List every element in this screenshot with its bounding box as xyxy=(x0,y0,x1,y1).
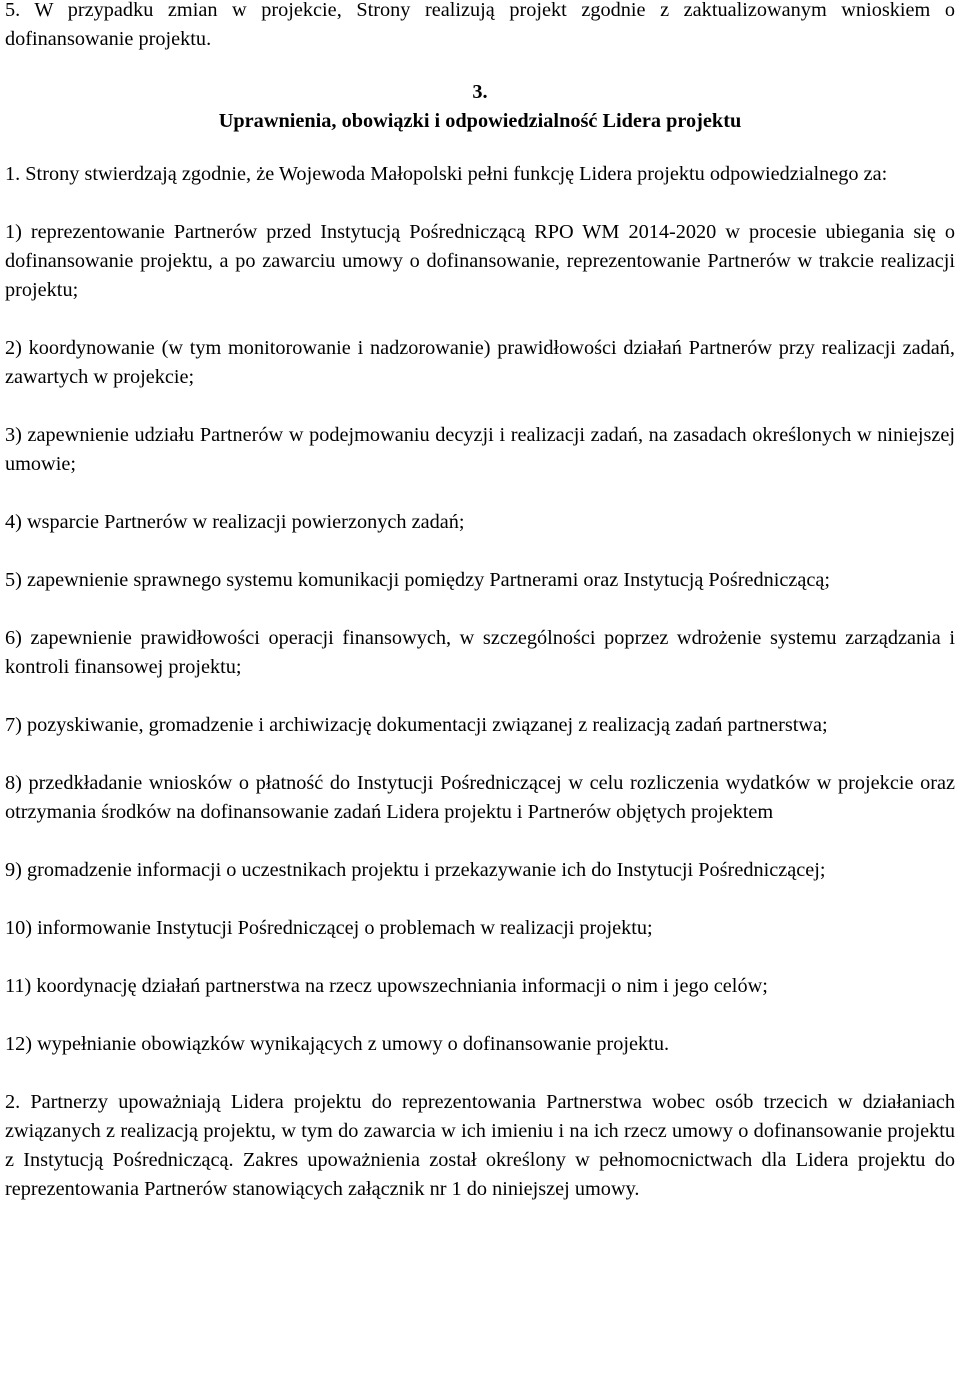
list-item-6: 6) zapewnienie prawidłowości operacji finansowych, w szczególności poprzez wdrożenie systemu zarządzania i kontroli finansowej projektu; xyxy=(5,627,955,678)
document-page xyxy=(5,0,955,1204)
section-number: 3. xyxy=(472,81,488,103)
paragraph-2: 2. Partnerzy upoważniają Lidera projektu do reprezentowania Partnerstwa wobec osób trzecich w działaniach związanych z realizacją projektu, w tym do zawarcia w ich imieniu i na ich rzecz umowy o dofinansowanie projektu z Instytucją Pośredniczącą. Zakres upoważnienia został określony w pełnomocnictwach dla Lidera projektu do reprezentowania Partnerów stanowiących załącznik nr 1 do niniejszej umowy. xyxy=(5,1091,955,1200)
list-item-5: 5) zapewnienie sprawnego systemu komunikacji pomiędzy Partnerami oraz Instytucją Pośredniczącą; xyxy=(5,569,831,591)
list-item-10: 10) informowanie Instytucji Pośredniczącej o problemach w realizacji projektu; xyxy=(5,917,653,939)
list-item-7: 7) pozyskiwanie, gromadzenie i archiwizację dokumentacji związanej z realizacją zadań partnerstwa; xyxy=(5,714,828,736)
list-item-2: 2) koordynowanie (w tym monitorowanie i nadzorowanie) prawidłowości działań Partnerów przy realizacji zadań, zawartych w projekcie; xyxy=(5,337,955,388)
list-item-12: 12) wypełnianie obowiązków wynikających z umowy o dofinansowanie projektu. xyxy=(5,1033,670,1055)
list-item-1: 1) reprezentowanie Partnerów przed Instytucją Pośredniczącą RPO WM 2014-2020 w procesie ubiegania się o dofinansowanie projektu, a po zawarciu umowy o dofinansowanie, reprezentowanie Partnerów w trakcie realizacji projektu; xyxy=(5,221,955,301)
list-item-4: 4) wsparcie Partnerów w realizacji powierzonych zadań; xyxy=(5,511,465,533)
list-item-8: 8) przedkładanie wniosków o płatność do Instytucji Pośredniczącej w celu rozliczenia wydatków w projekcie oraz otrzymania środków na dofinansowanie zadań Lidera projektu i Partnerów objętych projektem xyxy=(5,772,955,823)
paragraph-5: 5. W przypadku zmian w projekcie, Strony realizują projekt zgodnie z zaktualizowanym wnioskiem o dofinansowanie projektu. xyxy=(5,0,955,50)
paragraph-1: 1. Strony stwierdzają zgodnie, że Wojewoda Małopolski pełni funkcję Lidera projektu odpowiedzialnego za: xyxy=(5,163,888,185)
list-item-3: 3) zapewnienie udziału Partnerów w podejmowaniu decyzji i realizacji zadań, na zasadach określonych w niniejszej umowie; xyxy=(5,424,955,475)
list-item-9: 9) gromadzenie informacji o uczestnikach projektu i przekazywanie ich do Instytucji Pośredniczącej; xyxy=(5,859,826,881)
section-title: Uprawnienia, obowiązki i odpowiedzialność Lidera projektu xyxy=(218,110,742,132)
list-item-11: 11) koordynację działań partnerstwa na rzecz upowszechniania informacji o nim i jego celów; xyxy=(5,975,768,997)
